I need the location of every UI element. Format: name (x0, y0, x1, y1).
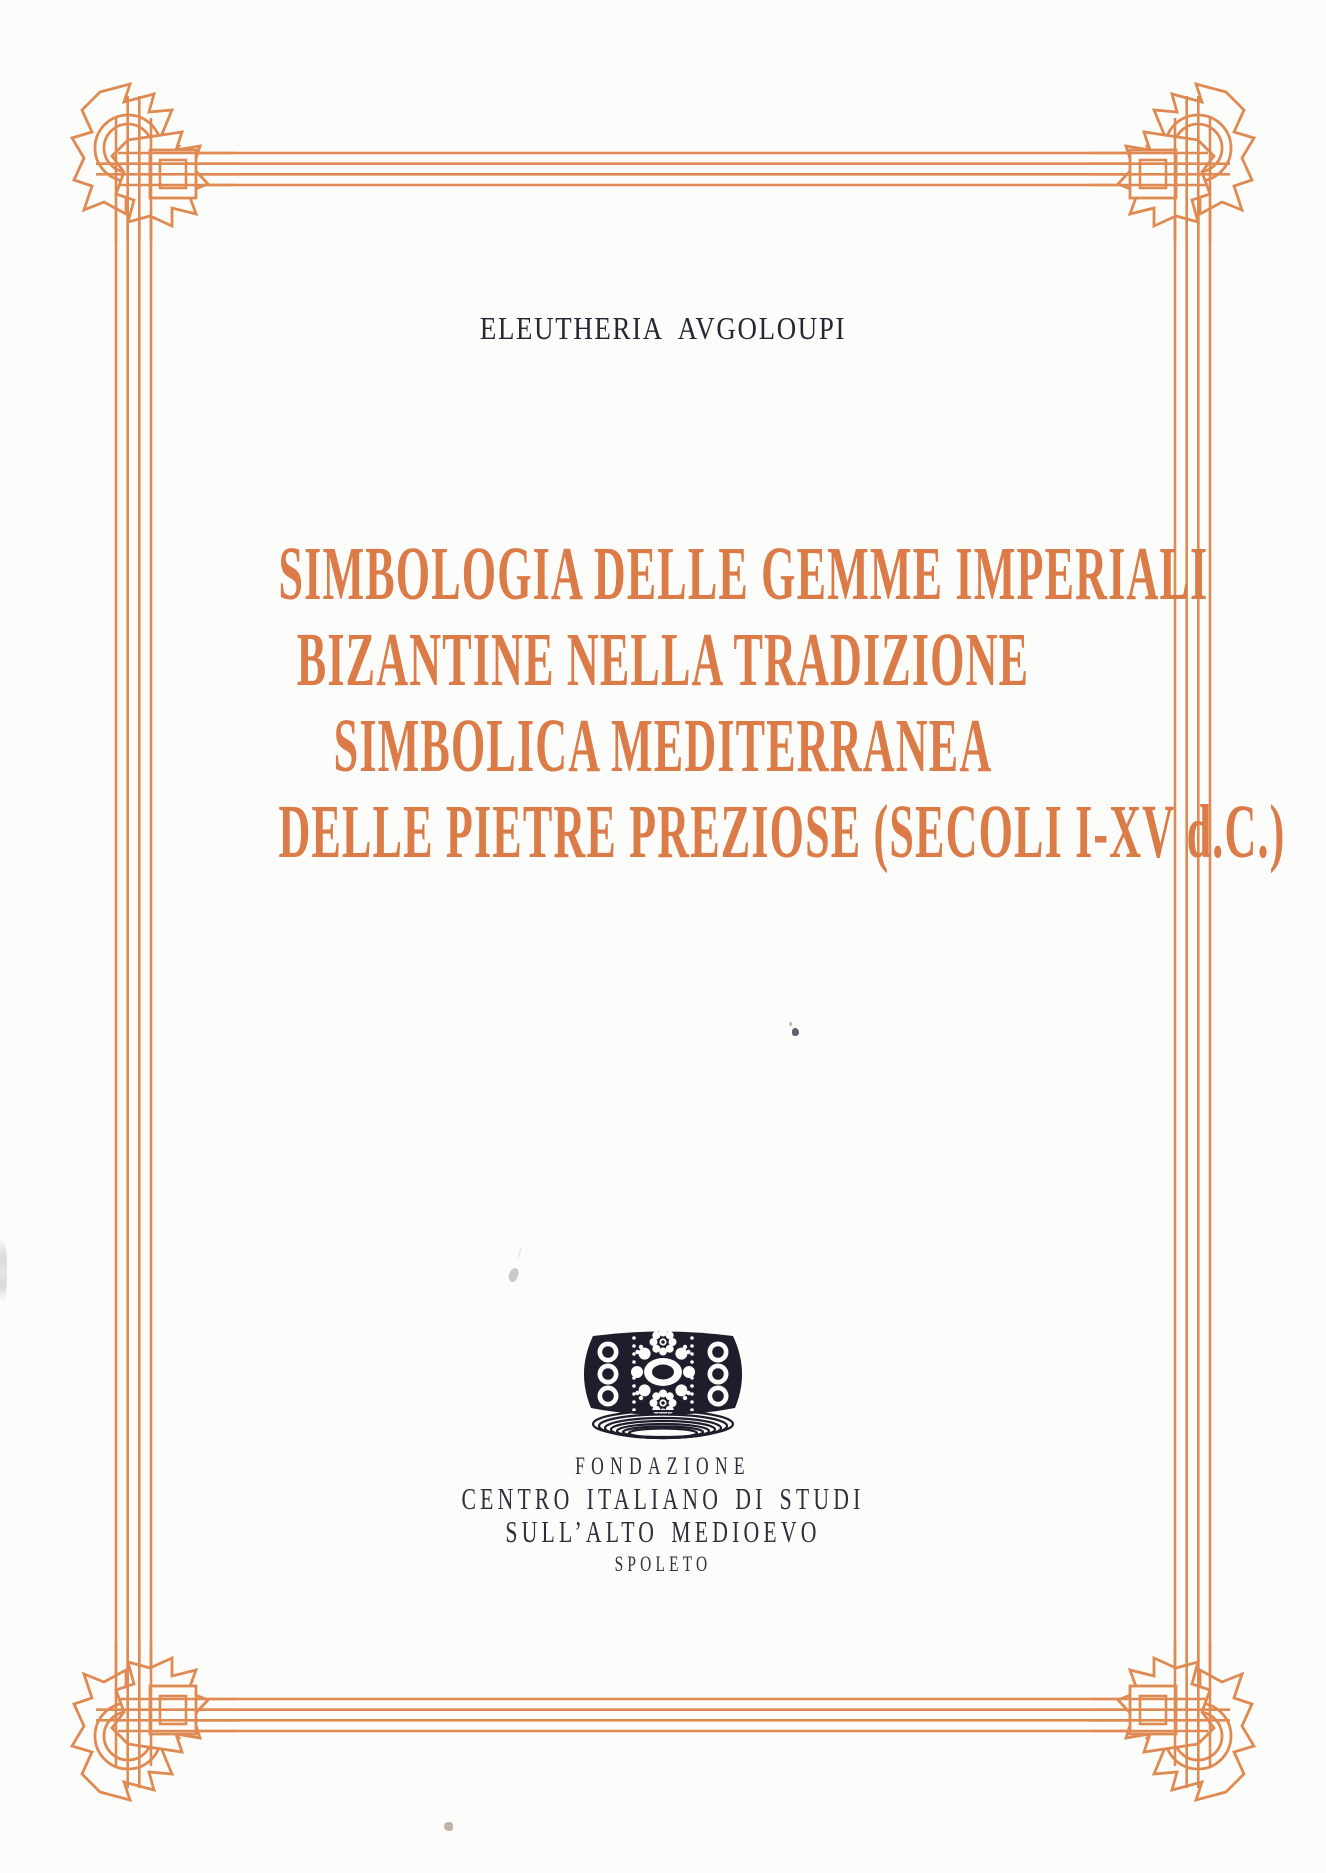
book-title (0, 531, 1326, 875)
title-line-2: BIZANTINE NELLA TRADIZIONE (296, 618, 1030, 702)
corner-knot-top-right (1090, 84, 1254, 242)
corner-knot-bottom-right (1090, 1642, 1254, 1800)
imprint-fondazione: FONDAZIONE (575, 1453, 751, 1480)
author-name: ELEUTHERIA AVGOLOUPI (479, 310, 847, 346)
corner-knot-top-left (72, 84, 236, 242)
imprint-centro-italiano-di-studi: CENTRO ITALIANO DI STUDI (461, 1481, 865, 1516)
title-line-3: SIMBOLICA MEDITERRANEA (333, 704, 993, 788)
crown-emblem-icon (575, 1324, 751, 1448)
imprint-spoleto: SPOLETO (614, 1551, 712, 1576)
scan-speck-brown (444, 1822, 453, 1831)
imprint-sull-alto-medioevo: SULL’ALTO MEDIOEVO (505, 1514, 821, 1549)
scan-speck-ink (792, 1028, 799, 1036)
corner-knot-bottom-left (72, 1642, 236, 1800)
scanner-edge-smudge (0, 1238, 7, 1302)
title-line-1: SIMBOLOGIA DELLE GEMME IMPERIALI (278, 532, 1209, 616)
title-line-4: DELLE PIETRE PREZIOSE (SECOLI I-XV d.C.) (278, 790, 1286, 874)
